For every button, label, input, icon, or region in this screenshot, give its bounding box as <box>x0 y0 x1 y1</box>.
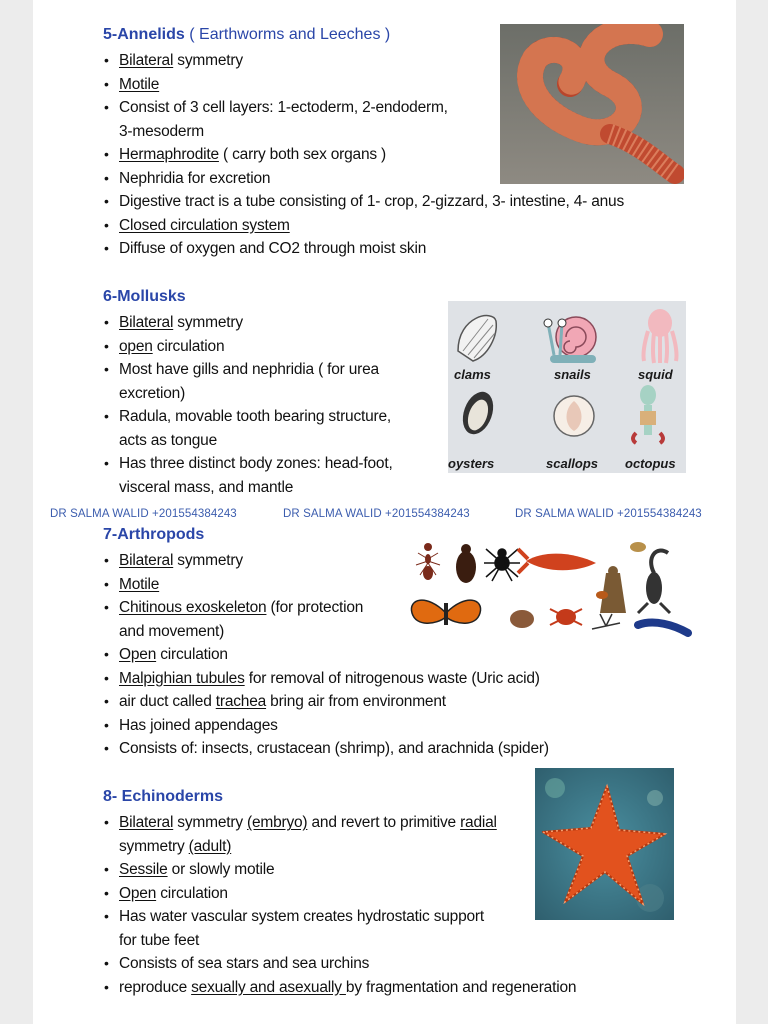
arthropods-image <box>406 533 694 641</box>
section-echinoderms <box>103 786 576 999</box>
mollusks-list <box>103 311 393 499</box>
list-item: • air duct called trachea bring air from environment <box>103 690 549 714</box>
snail-icon <box>544 317 596 363</box>
label-squid: squid <box>638 367 673 382</box>
clam-icon <box>458 316 496 361</box>
label-scallops: scallops <box>546 456 599 471</box>
list-item: • Bilateral symmetry (embryo) and revert to primitive radial symmetry (adult) <box>103 811 576 858</box>
list-item: • Has water vascular system creates hydrostatic support for tube feet <box>103 905 576 952</box>
watermark-3: DR SALMA WALID +201554384243 <box>515 508 702 520</box>
label-snails: snails <box>554 367 591 382</box>
tick-icon <box>510 610 534 628</box>
list-item: • Motile <box>103 73 624 97</box>
watermark-2: DR SALMA WALID +201554384243 <box>283 508 470 520</box>
list-item: • reproduce sexually and asexually by fragmentation and regeneration <box>103 976 576 1000</box>
list-item: • Malpighian tubules for removal of nitrogenous waste (Uric acid) <box>103 667 549 691</box>
scorpion-icon <box>638 551 670 613</box>
list-item: • Closed circulation system <box>103 214 624 238</box>
mollusks-image <box>448 301 686 473</box>
list-item: • open circulation <box>103 335 393 359</box>
butterfly-icon <box>411 600 480 625</box>
list-item: • Hermaphrodite ( carry both sex organs ) <box>103 143 624 167</box>
list-item: • Bilateral symmetry <box>103 549 549 573</box>
list-item: • Sessile or slowly motile <box>103 858 576 882</box>
octopus-icon <box>633 385 663 443</box>
label-octopus: octopus <box>625 456 676 471</box>
list-item: • Bilateral symmetry <box>103 49 624 73</box>
list-item: • Has three distinct body zones: head-foot, visceral mass, and mantle <box>103 452 393 499</box>
label-oysters: oysters <box>448 456 495 471</box>
squid-icon <box>644 309 677 363</box>
spider-icon <box>484 549 520 581</box>
crayfish-icon <box>518 549 596 573</box>
list-item: • Open circulation <box>103 643 549 667</box>
list-item: • Digestive tract is a tube consisting of 1- crop, 2-gizzard, 3- intestine, 4- anus <box>103 190 624 214</box>
annelids-title: 5-Annelids <box>103 26 185 43</box>
echinoderms-list <box>103 811 576 999</box>
stinkbug-icon <box>600 566 626 613</box>
oyster-icon <box>457 388 498 439</box>
list-item: • Nephridia for excretion <box>103 167 624 191</box>
beetle-icon <box>456 544 476 583</box>
earthworm-image <box>500 24 684 184</box>
ant-icon <box>416 543 440 580</box>
list-item: • Consists of: insects, crustacean (shrimp), and arachnida (spider) <box>103 737 549 761</box>
list-item: • Motile <box>103 573 549 597</box>
section-mollusks <box>103 286 393 499</box>
scallop-icon <box>554 396 594 436</box>
list-item: • Chitinous exoskeleton (for protection and movement) <box>103 596 549 643</box>
list-item: • Most have gills and nephridia ( for urea excretion) <box>103 358 393 405</box>
list-item: • Diffuse of oxygen and CO2 through moist skin <box>103 237 624 261</box>
mollusks-title: 6-Mollusks <box>103 288 186 305</box>
crab-icon <box>550 609 582 625</box>
millipede-icon <box>638 623 688 633</box>
list-item: • Open circulation <box>103 882 576 906</box>
list-item: • Consist of 3 cell layers: 1-ectoderm, 2-endoderm, 3-mesoderm <box>103 96 624 143</box>
watermark-1: DR SALMA WALID +201554384243 <box>50 508 237 520</box>
echinoderms-title: 8- Echinoderms <box>103 788 224 805</box>
arthropods-title: 7-Arthropods <box>103 526 205 543</box>
list-item: • Bilateral symmetry <box>103 311 393 335</box>
starfish-image <box>535 768 674 920</box>
mosquito-icon <box>592 614 620 629</box>
list-item: • Radula, movable tooth bearing structure, acts as tongue <box>103 405 393 452</box>
list-item: • Has joined appendages <box>103 714 549 738</box>
document-page <box>33 0 736 1024</box>
label-clams: clams <box>454 367 491 382</box>
grasshopper-icon <box>630 542 646 552</box>
ant-small-icon <box>596 591 608 599</box>
list-item: • Consists of sea stars and sea urchins <box>103 952 576 976</box>
annelids-subtitle: ( Earthworms and Leeches ) <box>184 26 391 43</box>
